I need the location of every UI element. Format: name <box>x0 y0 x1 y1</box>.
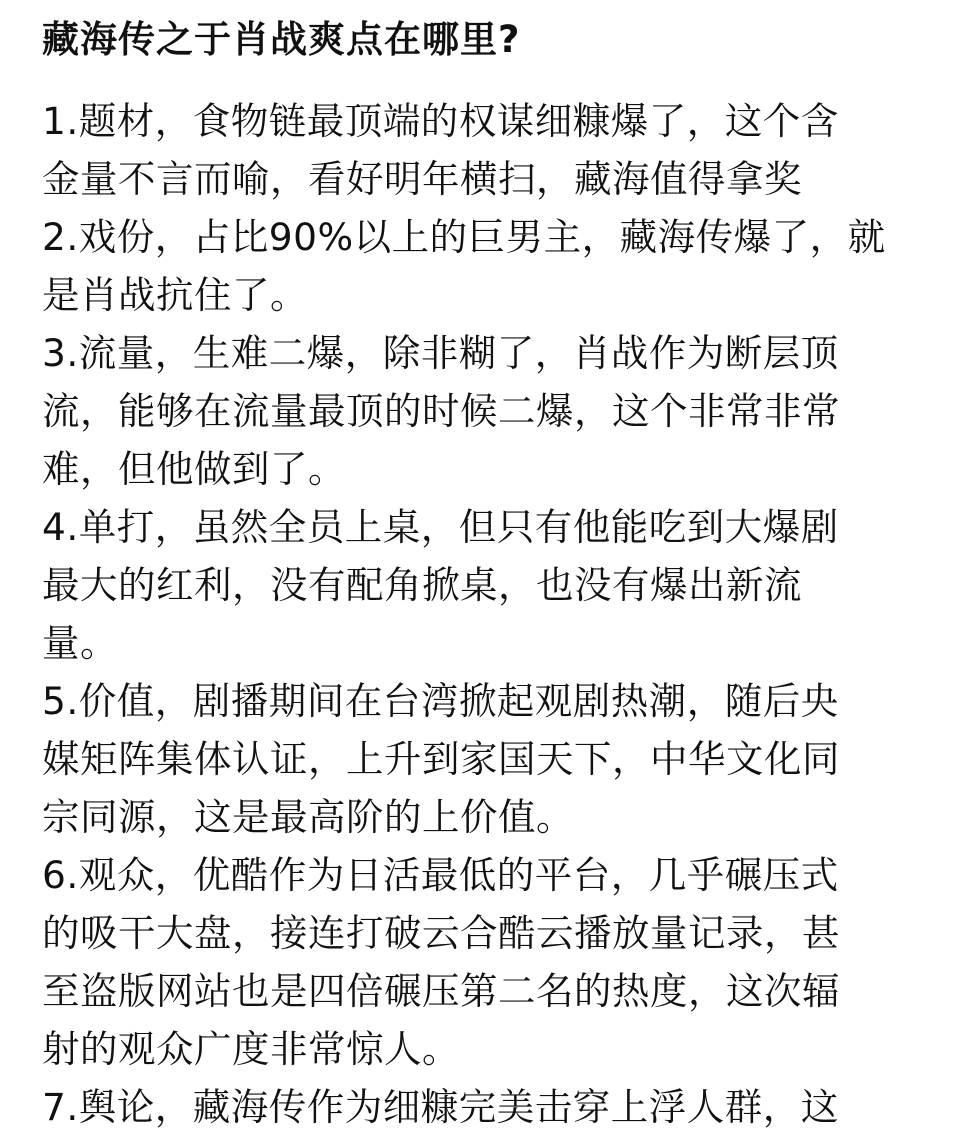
text-line: 流，能够在流量最顶的时候二爆，这个非常非常 <box>42 389 840 433</box>
text-line: 1.题材，食物链最顶端的权谋细糠爆了，这个含 <box>42 99 839 143</box>
text-line: 至盗版网站也是四倍碾压第二名的热度，这次辐 <box>42 969 840 1013</box>
text-line: 最大的红利，没有配角掀桌，也没有爆出新流 <box>42 563 802 607</box>
text-line: 4.单打，虽然全员上桌，但只有他能吃到大爆剧 <box>42 505 839 549</box>
text-line: 量。 <box>42 621 118 665</box>
text-line: 媒矩阵集体认证，上升到家国天下，中华文化同 <box>42 737 840 781</box>
text-line: 射的观众广度非常惊人。 <box>42 1027 460 1071</box>
text-line: 的吸干大盘，接连打破云合酷云播放量记录，甚 <box>42 911 840 955</box>
text-line: 是肖战抗住了。 <box>42 273 308 317</box>
text-line: 7.舆论，藏海传作为细糠完美击穿上浮人群，这 <box>42 1085 839 1129</box>
body-text <box>42 92 942 1136</box>
text-line: 5.价值，剧播期间在台湾掀起观剧热潮，随后央 <box>42 679 839 723</box>
text-line: 宗同源，这是最高阶的上价值。 <box>42 795 574 839</box>
text-line: 6.观众，优酷作为日活最低的平台，几乎碾压式 <box>42 853 839 897</box>
text-line: 3.流量，生难二爆，除非糊了，肖战作为断层顶 <box>42 331 839 375</box>
text-line: 金量不言而喻，看好明年横扫，藏海值得拿奖 <box>42 157 802 201</box>
text-line: 2.戏份，占比90%以上的巨男主，藏海传爆了，就 <box>42 215 886 259</box>
text-line: 难，但他做到了。 <box>42 447 346 491</box>
page-title: 藏海传之于肖战爽点在哪里? <box>42 18 521 61</box>
